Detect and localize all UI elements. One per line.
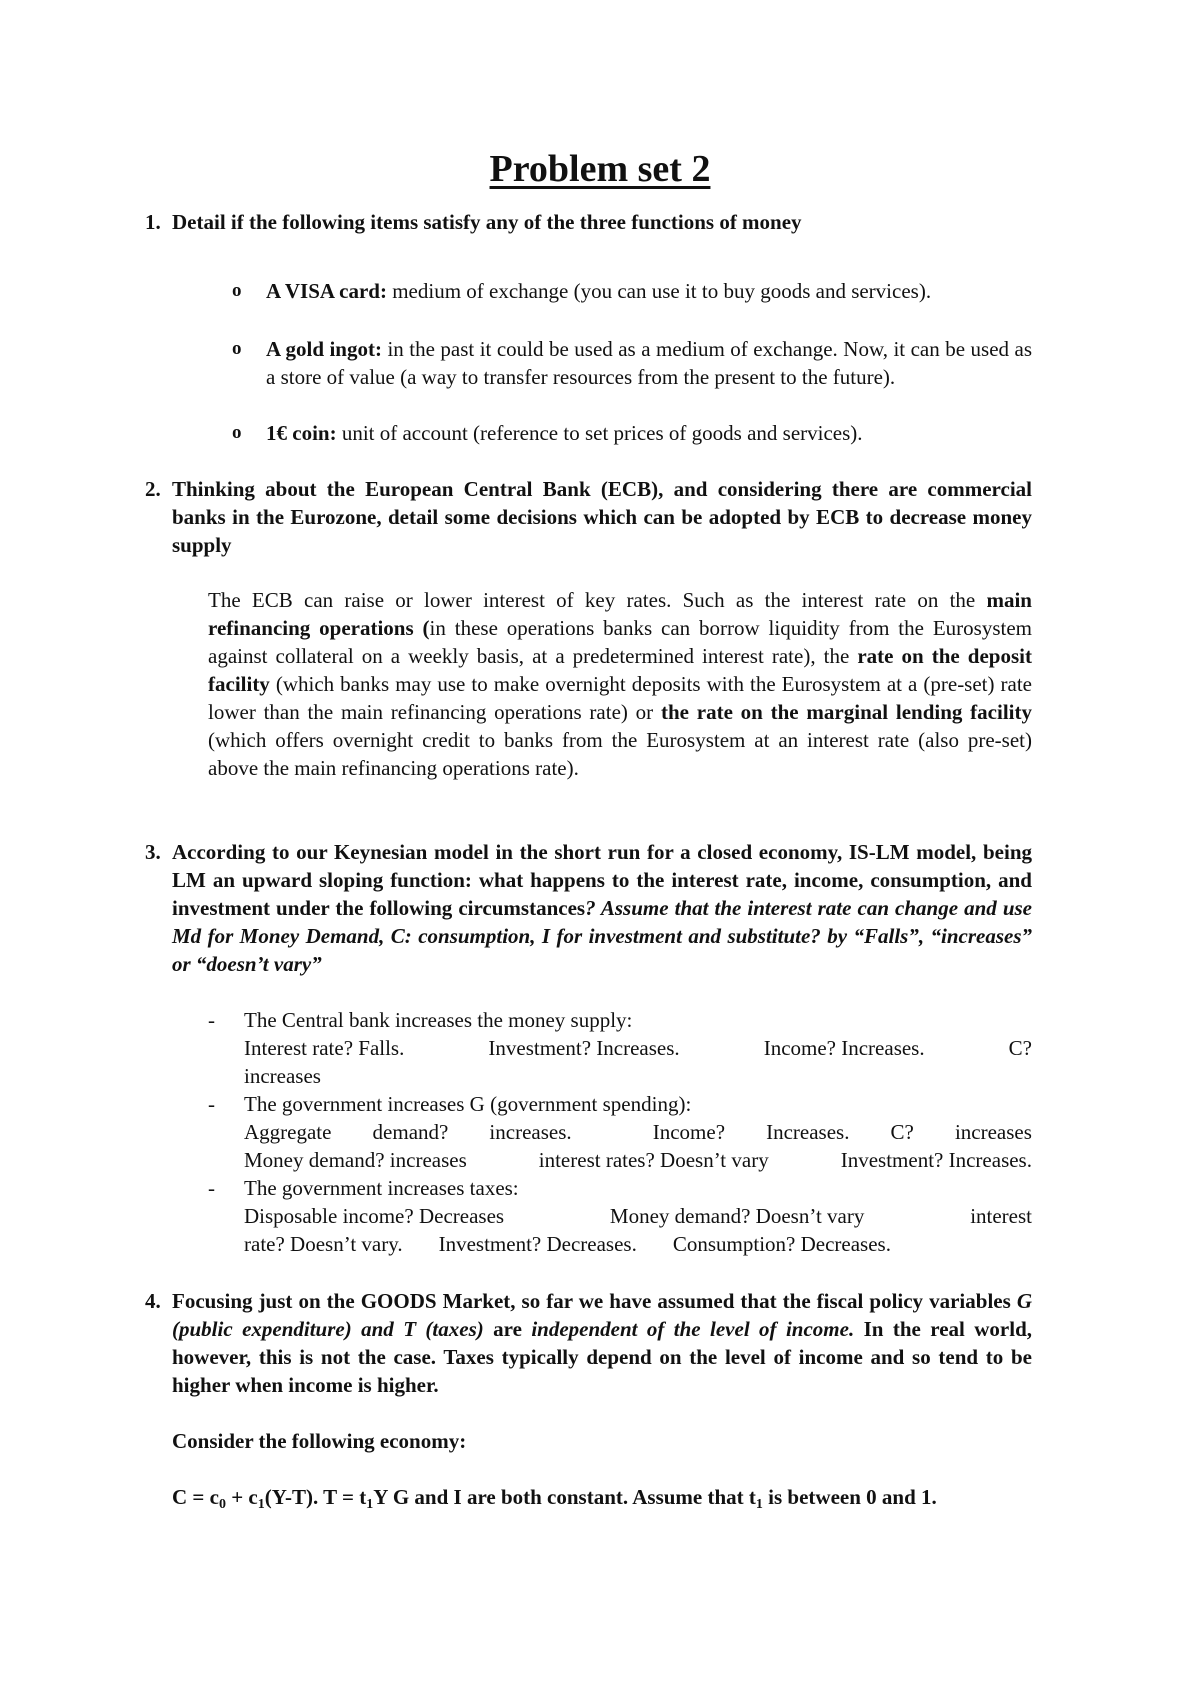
- answer-cell: interest rates? Doesn’t vary: [538, 1148, 769, 1172]
- dash-icon: -: [208, 1008, 215, 1032]
- list-item: [232, 419, 1032, 447]
- question-3: [145, 838, 1033, 978]
- answer-cell: Money demand? Doesn’t vary: [609, 1204, 865, 1228]
- dash-icon: -: [208, 1092, 215, 1116]
- consider-heading: [172, 1427, 1032, 1455]
- case-title: The government increases G (government spending):: [244, 1092, 692, 1116]
- item-text: in the past it could be used as a medium of exchange. Now, it can be used as a store of value (a way to transfer resources from the present to the future).: [266, 337, 1032, 389]
- item-text: unit of account (reference to set prices of goods and services).: [336, 421, 863, 445]
- bullet-icon: o: [232, 422, 242, 443]
- answer-cell: increases: [244, 1064, 321, 1088]
- answer-cell: C?: [890, 1120, 914, 1144]
- item-text: medium of exchange (you can use it to buy goods and services).: [386, 279, 932, 303]
- question-number: 3.: [145, 840, 161, 864]
- answer-cell: C?: [1008, 1036, 1032, 1060]
- question-2: [145, 475, 1032, 559]
- question-heading: Thinking about the European Central Bank (ECB), and considering there are commercial banks in the Eurozone, detail some decisions which can be adopted by ECB to decrease money supply: [172, 477, 1032, 557]
- bullet-icon: o: [232, 280, 242, 301]
- answer-cell: Investment? Increases.: [488, 1036, 680, 1060]
- list-item: [232, 335, 1032, 391]
- question-text: In the real world, however, this is not the case. Taxes typically depend on the level of income and so tend to be higher when income is higher.: [172, 1317, 1032, 1397]
- bullet-icon: o: [232, 338, 242, 359]
- equation-subscript: 1: [755, 1497, 763, 1512]
- equation-subscript: 1: [257, 1497, 265, 1512]
- equation-text: (Y-T). T = t: [264, 1485, 367, 1509]
- answer-text: in these operations banks can borrow liquidity from the Eurosystem against collateral on a weekly basis, at a predetermined interest rate), the: [208, 616, 1032, 668]
- model-equation: [172, 1483, 1032, 1511]
- case-answers-row: [244, 1146, 1032, 1174]
- answer-cell: Consumption? Decreases.: [672, 1232, 891, 1256]
- answer-cell: Investment? Increases.: [840, 1148, 1032, 1172]
- case-title: The government increases taxes:: [244, 1176, 519, 1200]
- answer-cell: Interest rate? Falls.: [244, 1036, 405, 1060]
- question-heading: According to our Keynesian model in the short run for a closed economy, IS-LM model, being LM an upward sloping function: what happens to the interest rate, income, consumption, and investment under the following circumstances: [172, 840, 1032, 920]
- list-item: [232, 277, 1032, 305]
- question-emphasis: independent of the level of income.: [531, 1317, 855, 1341]
- item-term: 1€ coin:: [266, 421, 337, 445]
- question-4: [145, 1287, 1032, 1399]
- equation-text: C = c: [172, 1485, 219, 1509]
- answer-bold-term: the rate on the marginal lending facility: [660, 700, 1032, 724]
- section-label: Consider the following economy:: [172, 1429, 467, 1453]
- equation-text: + c: [225, 1485, 258, 1509]
- equation-text: Y G and I are both constant. Assume that t: [373, 1485, 756, 1509]
- answer-bold-term: main refinancing operations (: [208, 588, 1032, 640]
- question-text: Focusing just on the GOODS Market, so far we have assumed that the fiscal policy variables: [172, 1289, 1017, 1313]
- answer-cell: demand?: [372, 1120, 449, 1144]
- answer-cell: Income?: [652, 1120, 726, 1144]
- answer-cell: rate? Doesn’t vary.: [244, 1232, 403, 1256]
- case-answers-row: [244, 1034, 1032, 1062]
- question-mark: ?: [585, 896, 596, 920]
- answer-cell: Income? Increases.: [763, 1036, 925, 1060]
- question-heading: Detail if the following items satisfy any of the three functions of money: [172, 210, 802, 234]
- equation-subscript: 1: [366, 1497, 374, 1512]
- dash-icon: -: [208, 1176, 215, 1200]
- answer-text: (which offers overnight credit to banks from the Eurosystem at an interest rate (also pre-set) above the main refinancing operations rate).: [208, 728, 1032, 780]
- answer-cell: Aggregate: [244, 1120, 332, 1144]
- equation-text: is between 0 and 1.: [762, 1485, 937, 1509]
- case-answers-row: [244, 1230, 1032, 1258]
- question-1: [145, 208, 1032, 236]
- page-title: Problem set 2: [489, 148, 711, 190]
- answer-cell: increases: [954, 1120, 1032, 1144]
- question-emphasis: G (public expenditure) and T (taxes): [172, 1289, 1032, 1341]
- answer-cell: Increases.: [766, 1120, 850, 1144]
- item-term: A gold ingot:: [266, 337, 382, 361]
- case-item: [208, 1090, 1032, 1174]
- answer-text: (which banks may use to make overnight deposits with the Eurosystem at a (pre-set) rate lower than the main refinancing operations rate) or: [208, 672, 1032, 724]
- question-number: 4.: [145, 1289, 161, 1313]
- answer-paragraph: [208, 586, 1032, 782]
- question-instructions: Assume that the interest rate can change and use Md for Money Demand, C: consumption, I for investment and substitute? by “Falls”, “increases” or “doesn’t vary”: [172, 896, 1033, 976]
- case-item: [208, 1174, 1032, 1258]
- question-number: 2.: [145, 477, 161, 501]
- case-answers-row: [244, 1118, 1032, 1146]
- item-term: A VISA card:: [266, 279, 387, 303]
- case-answers-row: [244, 1202, 1032, 1230]
- case-title: The Central bank increases the money supply:: [244, 1008, 633, 1032]
- case-item: [208, 1006, 1032, 1090]
- answer-text: The ECB can raise or lower interest of key rates. Such as the interest rate on the: [208, 588, 987, 612]
- question-text: are: [483, 1317, 532, 1341]
- answer-cell: Money demand? increases: [244, 1148, 467, 1172]
- answer-bold-term: rate on the deposit facility: [208, 644, 1032, 696]
- answer-cell: Disposable income? Decreases: [244, 1204, 505, 1228]
- equation-subscript: 0: [218, 1497, 226, 1512]
- answer-cell: Investment? Decreases.: [438, 1232, 637, 1256]
- answer-cell: increases.: [489, 1120, 572, 1144]
- answer-cell: interest: [970, 1204, 1032, 1228]
- question-number: 1.: [145, 210, 161, 234]
